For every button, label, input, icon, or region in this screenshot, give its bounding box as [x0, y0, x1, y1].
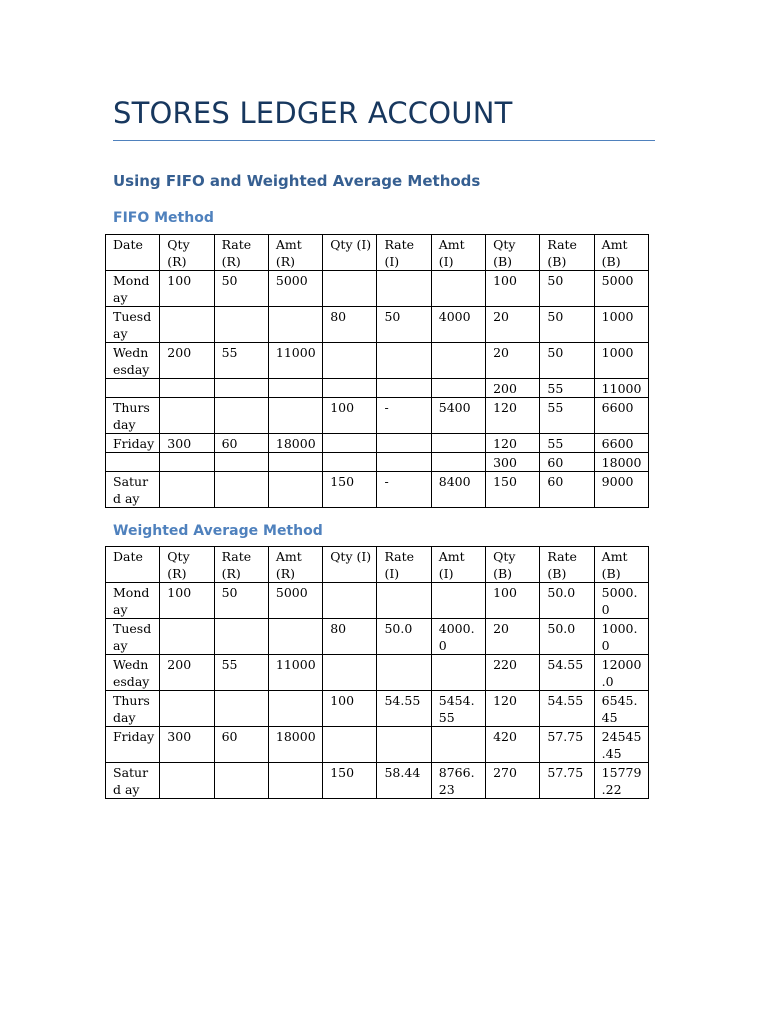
table-cell: 4000	[431, 307, 485, 343]
table-cell: 200	[160, 655, 214, 691]
table-cell	[268, 763, 322, 799]
column-header: Qty (I)	[323, 235, 377, 271]
table-cell	[377, 343, 431, 379]
column-header: Rate (I)	[377, 235, 431, 271]
table-cell	[431, 583, 485, 619]
table-cell	[160, 379, 214, 398]
table-cell: 200	[160, 343, 214, 379]
table-cell	[377, 453, 431, 472]
table-cell	[160, 763, 214, 799]
table-cell: 50.0	[377, 619, 431, 655]
table-cell	[377, 434, 431, 453]
table-cell: 420	[486, 727, 540, 763]
date-cell: Saturd ay	[106, 472, 160, 508]
table-cell: 60	[214, 727, 268, 763]
table-cell	[431, 434, 485, 453]
table-cell: 220	[486, 655, 540, 691]
table-cell: 50	[540, 307, 594, 343]
table-cell: 55	[540, 398, 594, 434]
table-cell	[377, 379, 431, 398]
date-cell: Saturd ay	[106, 763, 160, 799]
table-row	[106, 691, 649, 727]
column-header: Rate (R)	[214, 235, 268, 271]
column-header: Amt (B)	[594, 547, 648, 583]
table-cell	[323, 343, 377, 379]
table-cell: 50.0	[540, 619, 594, 655]
column-header: Qty (R)	[160, 235, 214, 271]
table-cell: 24545 .45	[594, 727, 648, 763]
table-cell	[214, 763, 268, 799]
column-header: Rate (B)	[540, 547, 594, 583]
table-cell	[268, 472, 322, 508]
table-cell	[160, 307, 214, 343]
table-cell: 50	[540, 343, 594, 379]
table-cell	[323, 727, 377, 763]
table-cell: 50.0	[540, 583, 594, 619]
table-cell	[268, 453, 322, 472]
table-cell: 57.75	[540, 763, 594, 799]
table-cell	[214, 453, 268, 472]
table-row	[106, 583, 649, 619]
table-cell: 120	[486, 691, 540, 727]
table-cell: 20	[486, 619, 540, 655]
fifo-table	[105, 234, 649, 508]
table-cell: 150	[486, 472, 540, 508]
column-header: Qty (I)	[323, 547, 377, 583]
column-header: Rate (B)	[540, 235, 594, 271]
table-cell	[268, 398, 322, 434]
table-cell: 54.55	[540, 691, 594, 727]
table-cell	[323, 379, 377, 398]
column-header: Amt (I)	[431, 235, 485, 271]
table-cell: 300	[160, 727, 214, 763]
table-cell	[377, 727, 431, 763]
table-cell: 8766. 23	[431, 763, 485, 799]
date-cell: Thurs day	[106, 398, 160, 434]
table-cell: 100	[323, 398, 377, 434]
date-cell: Tuesd ay	[106, 619, 160, 655]
table-cell: 80	[323, 307, 377, 343]
table-cell	[160, 691, 214, 727]
table-cell: 4000. 0	[431, 619, 485, 655]
table-cell	[214, 619, 268, 655]
table-cell: 55	[540, 379, 594, 398]
table-cell: 270	[486, 763, 540, 799]
table-cell: 54.55	[377, 691, 431, 727]
table-cell: 8400	[431, 472, 485, 508]
table-cell: -	[377, 472, 431, 508]
table-cell: 50	[214, 271, 268, 307]
column-header: Date	[106, 235, 160, 271]
table-cell: 55	[214, 343, 268, 379]
table-header-row	[106, 547, 649, 583]
table-cell: 5000	[594, 271, 648, 307]
table-row	[106, 271, 649, 307]
table-cell: 55	[540, 434, 594, 453]
table-cell	[160, 398, 214, 434]
table-cell	[323, 655, 377, 691]
table-cell: 60	[540, 472, 594, 508]
table-row	[106, 727, 649, 763]
column-header: Rate (R)	[214, 547, 268, 583]
table-cell: 6600	[594, 434, 648, 453]
table-cell	[214, 691, 268, 727]
table-cell	[431, 379, 485, 398]
table-cell: 300	[486, 453, 540, 472]
column-header: Qty (B)	[486, 235, 540, 271]
table-cell: 20	[486, 307, 540, 343]
table-cell	[323, 453, 377, 472]
table-cell	[214, 379, 268, 398]
table-cell: 5000	[268, 271, 322, 307]
table-cell: 1000. 0	[594, 619, 648, 655]
table-row	[106, 379, 649, 398]
table-cell: 15779 .22	[594, 763, 648, 799]
table-header-row	[106, 235, 649, 271]
table-cell: -	[377, 398, 431, 434]
table-cell: 50	[540, 271, 594, 307]
date-cell: Wedn esday	[106, 655, 160, 691]
table-cell: 150	[323, 472, 377, 508]
table-cell	[377, 655, 431, 691]
table-cell	[323, 583, 377, 619]
weighted-average-heading: Weighted Average Method	[113, 523, 323, 539]
table-cell	[214, 472, 268, 508]
table-cell	[431, 271, 485, 307]
table-cell: 12000 .0	[594, 655, 648, 691]
table-cell: 100	[160, 271, 214, 307]
table-row	[106, 619, 649, 655]
table-row	[106, 655, 649, 691]
table-cell: 58.44	[377, 763, 431, 799]
table-cell: 100	[323, 691, 377, 727]
table-cell: 1000	[594, 343, 648, 379]
column-header: Qty (R)	[160, 547, 214, 583]
table-cell: 50	[377, 307, 431, 343]
table-cell: 11000	[268, 343, 322, 379]
table-cell: 20	[486, 343, 540, 379]
table-cell	[160, 472, 214, 508]
table-cell: 120	[486, 398, 540, 434]
table-cell: 60	[214, 434, 268, 453]
table-cell: 100	[160, 583, 214, 619]
table-row	[106, 763, 649, 799]
table-cell	[214, 398, 268, 434]
date-cell: Thurs day	[106, 691, 160, 727]
table-cell	[214, 307, 268, 343]
table-cell: 5000	[268, 583, 322, 619]
table-cell: 9000	[594, 472, 648, 508]
table-cell: 18000	[268, 434, 322, 453]
date-cell: Friday	[106, 727, 160, 763]
table-row	[106, 343, 649, 379]
table-cell: 80	[323, 619, 377, 655]
table-cell: 60	[540, 453, 594, 472]
table-cell: 100	[486, 271, 540, 307]
page-title: STORES LEDGER ACCOUNT	[113, 96, 655, 141]
table-cell: 5400	[431, 398, 485, 434]
date-cell: Friday	[106, 434, 160, 453]
table-cell	[377, 583, 431, 619]
column-header: Qty (B)	[486, 547, 540, 583]
table-cell: 6545. 45	[594, 691, 648, 727]
table-cell: 1000	[594, 307, 648, 343]
table-cell	[431, 453, 485, 472]
table-cell: 18000	[594, 453, 648, 472]
table-cell: 100	[486, 583, 540, 619]
table-cell	[377, 271, 431, 307]
table-cell	[323, 434, 377, 453]
table-cell: 18000	[268, 727, 322, 763]
table-cell: 57.75	[540, 727, 594, 763]
column-header: Amt (R)	[268, 235, 322, 271]
table-cell	[160, 453, 214, 472]
date-cell: Tuesd ay	[106, 307, 160, 343]
date-cell	[106, 379, 160, 398]
table-cell: 11000	[594, 379, 648, 398]
table-cell	[323, 271, 377, 307]
table-cell: 5000. 0	[594, 583, 648, 619]
table-cell: 5454. 55	[431, 691, 485, 727]
table-row	[106, 453, 649, 472]
column-header: Rate (I)	[377, 547, 431, 583]
table-cell: 11000	[268, 655, 322, 691]
date-cell: Mond ay	[106, 271, 160, 307]
table-cell	[431, 343, 485, 379]
column-header: Amt (R)	[268, 547, 322, 583]
date-cell: Mond ay	[106, 583, 160, 619]
table-cell: 55	[214, 655, 268, 691]
table-row	[106, 434, 649, 453]
date-cell: Wedn esday	[106, 343, 160, 379]
table-row	[106, 472, 649, 508]
table-cell: 150	[323, 763, 377, 799]
table-cell: 300	[160, 434, 214, 453]
table-cell: 6600	[594, 398, 648, 434]
table-cell: 54.55	[540, 655, 594, 691]
table-cell: 120	[486, 434, 540, 453]
table-row	[106, 398, 649, 434]
date-cell	[106, 453, 160, 472]
column-header: Amt (I)	[431, 547, 485, 583]
table-cell	[160, 619, 214, 655]
table-cell	[431, 727, 485, 763]
table-cell	[268, 379, 322, 398]
table-cell: 50	[214, 583, 268, 619]
table-row	[106, 307, 649, 343]
table-cell	[268, 619, 322, 655]
fifo-heading: FIFO Method	[113, 210, 214, 226]
table-cell	[268, 307, 322, 343]
column-header: Date	[106, 547, 160, 583]
table-cell	[431, 655, 485, 691]
table-cell: 200	[486, 379, 540, 398]
subtitle: Using FIFO and Weighted Average Methods	[113, 172, 481, 190]
column-header: Amt (B)	[594, 235, 648, 271]
weighted-average-table	[105, 546, 649, 799]
table-cell	[268, 691, 322, 727]
